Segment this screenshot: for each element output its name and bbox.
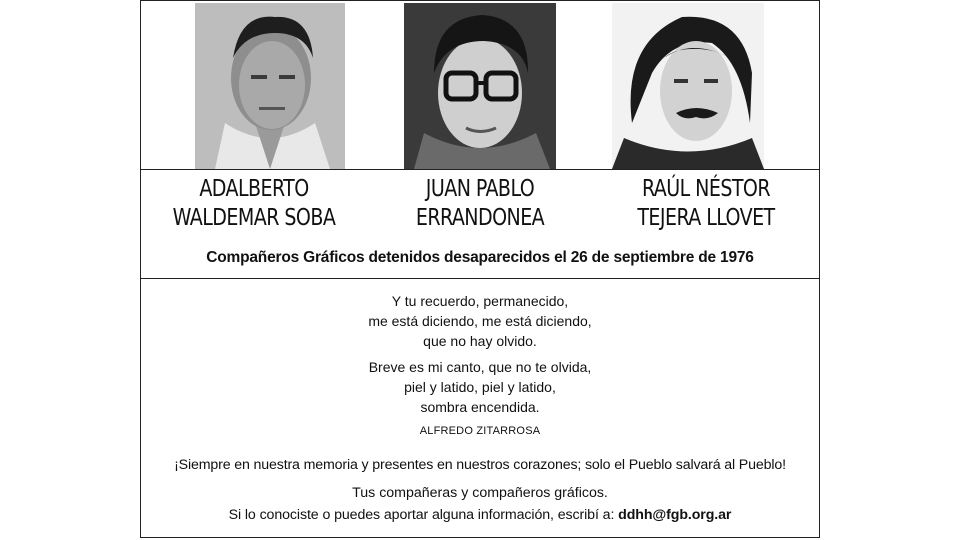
poem-line: que no hay olvido. xyxy=(423,333,537,349)
poem-line: sombra encendida. xyxy=(420,399,540,415)
person-3-name-line1: RAÚL NÉSTOR xyxy=(641,176,771,202)
photo-row xyxy=(141,1,819,169)
contact-text: Si lo conociste o puedes aportar alguna información, escribí a: xyxy=(228,507,615,523)
person-name-1 xyxy=(150,175,358,233)
portrait-photo-2 xyxy=(404,3,556,169)
poem-author: ALFREDO ZITARROSA xyxy=(419,425,541,437)
poem-line: me está diciendo, me está diciendo, xyxy=(368,313,592,329)
divider-subtitle xyxy=(141,278,819,279)
poem xyxy=(141,291,819,423)
person-2-name-line1: JUAN PABLO xyxy=(425,176,535,202)
person-3-name-line2: TEJERA LLOVET xyxy=(637,205,775,231)
poem-stanza-1 xyxy=(141,291,819,351)
contact-line xyxy=(141,507,819,523)
person-name-3 xyxy=(602,175,810,233)
poem-line: Y tu recuerdo, permanecido, xyxy=(391,293,569,309)
poem-line: piel y latido, piel y latido, xyxy=(404,379,556,395)
person-2-name-line2: ERRANDONEA xyxy=(415,205,545,231)
poem-stanza-2 xyxy=(141,357,819,417)
names-row xyxy=(141,175,819,237)
subtitle: Compañeros Gráficos detenidos desaparecidos el 26 de septiembre de 1976 xyxy=(206,249,754,266)
contact-email[interactable]: ddhh@fgb.org.ar xyxy=(618,507,732,523)
poem-line: Breve es mi canto, que no te olvida, xyxy=(368,359,592,375)
person-1-name-line1: ADALBERTO xyxy=(199,176,309,202)
slogan: ¡Siempre en nuestra memoria y presentes en nuestros corazones; solo el Pueblo salvará al Pueblo! xyxy=(174,457,786,473)
portrait-photo-1 xyxy=(195,3,345,169)
memorial-card xyxy=(140,0,820,538)
signature-line: Tus compañeras y compañeros gráficos. xyxy=(352,485,608,501)
person-name-2 xyxy=(376,175,584,233)
person-1-name-line2: WALDEMAR SOBA xyxy=(172,205,336,231)
divider-photos xyxy=(141,169,819,170)
portrait-photo-3 xyxy=(612,3,764,169)
